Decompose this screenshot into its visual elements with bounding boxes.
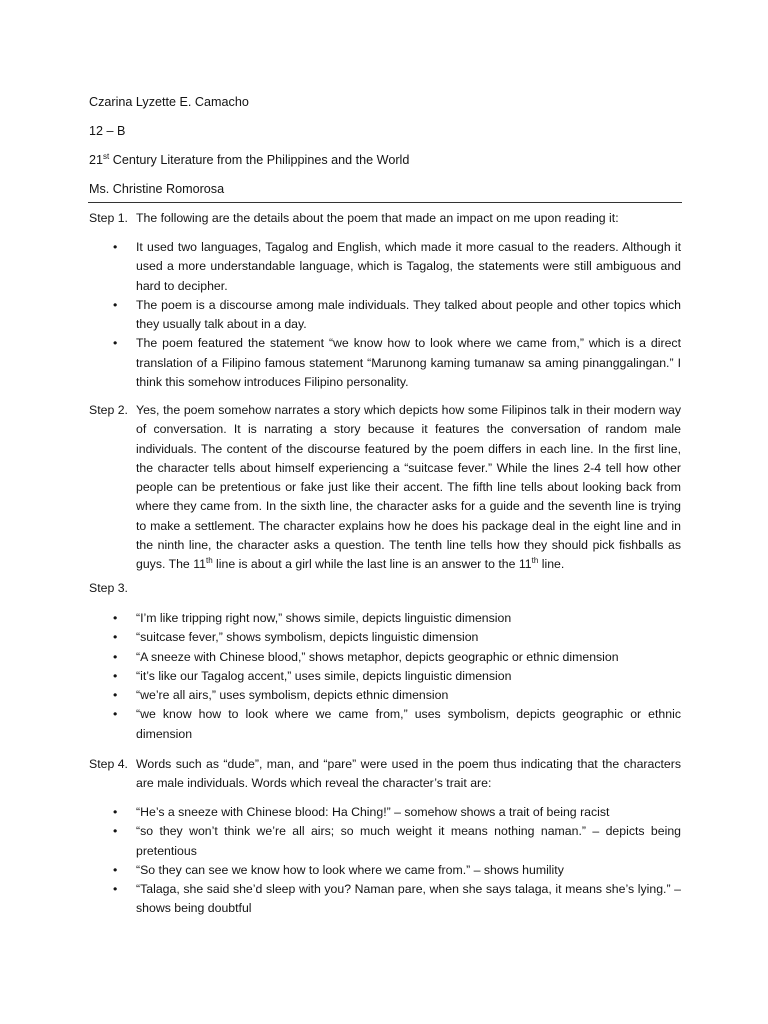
list-item	[89, 880, 681, 919]
list-item-text: “it’s like our Tagalog accent,” uses simile, depicts linguistic dimension	[136, 668, 512, 683]
list-item	[89, 686, 681, 705]
course-number: 21	[89, 153, 104, 167]
step-1-label: Step 1.	[89, 211, 128, 225]
list-item-text: The poem is a discourse among male individuals. They talked about people and other topics which they usually talk about in a day.	[136, 297, 681, 332]
step-4-text: Words such as “dude”, man, and “pare” were used in the poem thus indicating that the characters are male individuals. Words which reveal the character’s trait are:	[136, 757, 681, 791]
list-item	[89, 822, 681, 861]
list-item	[89, 861, 681, 880]
list-item-text: “A sneeze with Chinese blood,” shows metaphor, depicts geographic or ethnic dimension	[136, 649, 619, 664]
step-4-list	[89, 803, 681, 919]
step-2-label: Step 2.	[89, 403, 128, 417]
list-item	[89, 628, 681, 647]
student-name: Czarina Lyzette E. Camacho	[89, 95, 249, 109]
list-item	[89, 609, 681, 628]
list-item-text: “we know how to look where we came from,” uses symbolism, depicts geographic or ethnic dimension	[136, 707, 681, 741]
list-item	[89, 803, 681, 822]
list-item	[89, 705, 681, 744]
grade-section: 12 – B	[89, 124, 126, 138]
list-item-text: The poem featured the statement “we know how to look where we came from,” which is a direct translation of a Filipino famous statement “Marunong kaming tumanaw sa aming pinanggalingan.” I think this somehow introduces Filipino personality.	[136, 336, 681, 390]
ordinal-suffix: th	[531, 556, 539, 566]
bullet-icon: •	[113, 862, 118, 877]
step-4	[89, 755, 681, 794]
step-2-text-part: Yes, the poem somehow narrates a story which depicts how some Filipinos talk in their modern way of conversation. It is narrating a story because it features the conversation of random male individuals. The content of the discourse featured by the poem differs in each line. In the first line, the character tells about himself experiencing a “suitcase fever.” While the lines 2-4 tell how other people can be pretentious or fake just like their accent. The fifth line tells about looking back from where they came from. In the sixth line, the character asks for a guide and the seventh line is trying to make a settlement. The character explains how he does his package deal in the eight line and in the ninth line, the character asks a question. The tenth line tells how they should pick fishballs as guys. The 11	[136, 403, 681, 572]
list-item-text: “suitcase fever,” shows symbolism, depicts linguistic dimension	[136, 630, 479, 645]
step-1	[89, 209, 681, 228]
course-title	[89, 153, 409, 168]
bullet-icon: •	[113, 240, 118, 254]
bullet-icon: •	[113, 649, 118, 664]
list-item-text: It used two languages, Tagalog and English, which made it more casual to the readers. Although it used a more understandable language, which is Tagalog, the statements were still ambiguous and hard to decipher.	[136, 240, 681, 293]
list-item	[89, 238, 681, 296]
bullet-icon: •	[113, 336, 118, 351]
step-2-text-part: line.	[538, 557, 565, 572]
step-2-text-part: line is about a girl while the last line is an answer to the 11	[212, 557, 532, 572]
bullet-icon: •	[113, 630, 118, 645]
list-item-text: “So they can see we know how to look where we came from.” – shows humility	[136, 862, 564, 877]
bullet-icon: •	[113, 611, 118, 625]
list-item-text: “so they won’t think we’re all airs; so much weight it means nothing naman.” – depicts being pretentious	[136, 824, 681, 858]
list-item-text: “He’s a sneeze with Chinese blood: Ha Ching!” – somehow shows a trait of being racist	[136, 805, 610, 819]
bullet-icon: •	[113, 688, 118, 703]
course-number-suffix: st	[103, 151, 110, 161]
step-2-text	[136, 401, 681, 575]
bullet-icon: •	[113, 297, 118, 312]
step-1-text: The following are the details about the poem that made an impact on me upon reading it:	[136, 211, 619, 225]
step-2	[89, 401, 681, 575]
list-item	[89, 296, 681, 335]
bullet-icon: •	[113, 805, 118, 819]
step-3-label: Step 3.	[89, 581, 128, 595]
list-item-text: “I’m like tripping right now,” shows simile, depicts linguistic dimension	[136, 611, 512, 625]
step-1-list	[89, 238, 681, 392]
course-name: Century Literature from the Philippines and the World	[109, 153, 410, 167]
bullet-icon: •	[113, 824, 118, 839]
teacher-name: Ms. Christine Romorosa	[89, 182, 225, 196]
list-item	[89, 667, 681, 686]
ordinal-suffix: th	[205, 556, 213, 566]
list-item	[89, 648, 681, 667]
bullet-icon: •	[113, 882, 118, 897]
list-item-text: “Talaga, she said she’d sleep with you? Naman pare, when she says talaga, it means she’s lying.” – shows being doubtful	[136, 882, 681, 916]
bullet-icon: •	[113, 668, 118, 683]
step-3-list	[89, 609, 681, 744]
header-divider	[88, 202, 682, 203]
bullet-icon: •	[113, 707, 118, 722]
step-4-label: Step 4.	[89, 757, 128, 771]
list-item	[89, 334, 681, 392]
list-item-text: “we’re all airs,” uses symbolism, depicts ethnic dimension	[136, 688, 449, 703]
